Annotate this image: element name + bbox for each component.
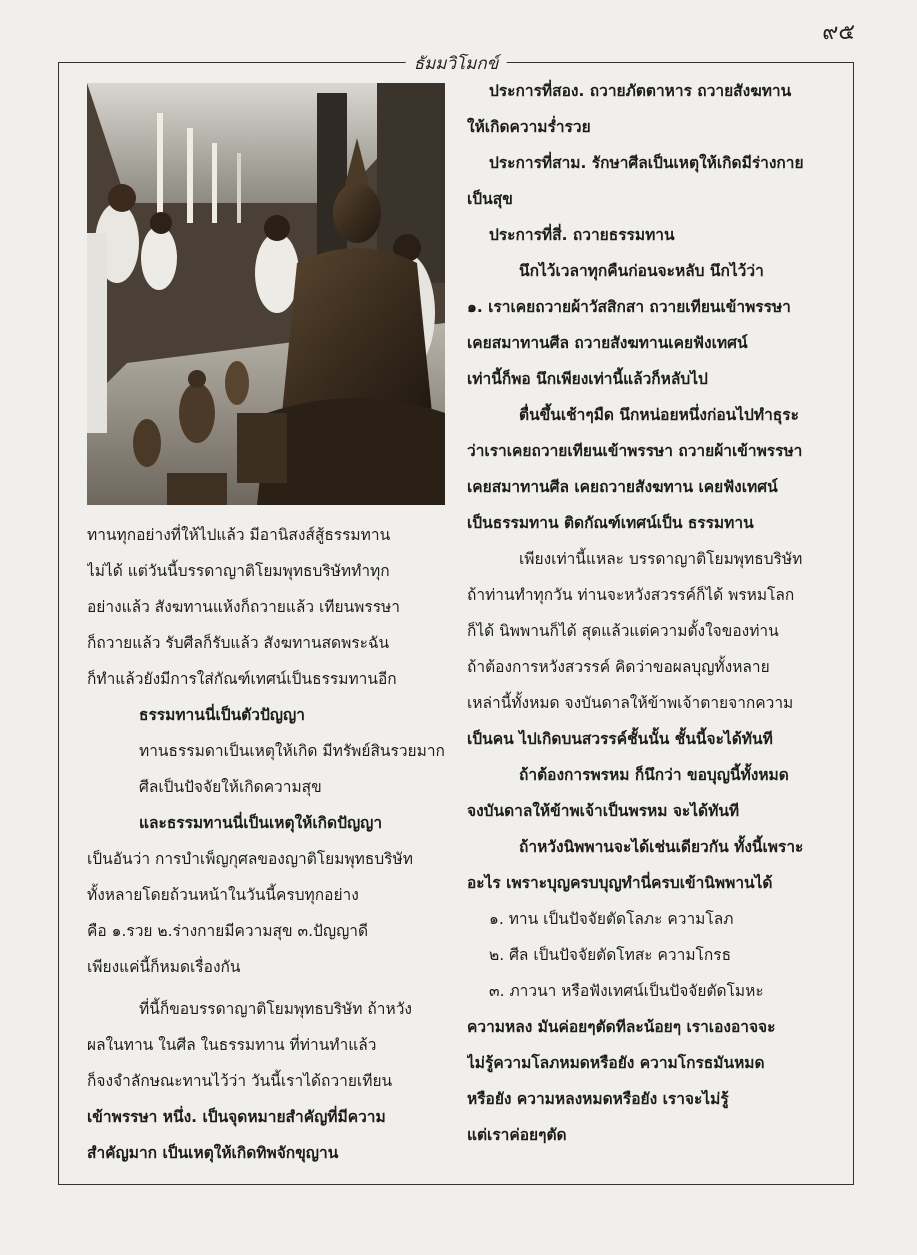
page-number: ๙๕ (822, 20, 855, 45)
body-line: ศีลเป็นปัจจัยให้เกิดความสุข (139, 778, 322, 796)
body-line: เคยสมาทานศีล เคยถวายสังฆทาน เคยฟังเทศน์ (467, 478, 778, 496)
body-line: เท่านี้ก็พอ นึกเพียงเท่านี้แล้วก็หลับไป (467, 370, 708, 388)
body-line: จงบันดาลให้ข้าพเจ้าเป็นพรหม จะได้ทันที (467, 802, 740, 820)
body-line: ทานธรรมดาเป็นเหตุให้เกิด มีทรัพย์สินรวยมาก (139, 742, 445, 760)
body-line: ๑. ทาน เป็นปัจจัยตัดโลภะ ความโลภ (489, 910, 734, 928)
page-frame (58, 54, 854, 1185)
body-line: นึกไว้เวลาทุกคืนก่อนจะหลับ นึกไว้ว่า (519, 262, 764, 280)
body-line: ว่าเราเคยถวายเทียนเข้าพรรษา ถวายผ้าเข้าพรรษา (467, 442, 803, 460)
body-line: ก็จงจำลักษณะทานไว้ว่า วันนี้เราได้ถวายเทียน (87, 1072, 393, 1090)
body-line: เข้าพรรษา หนึ่ง. เป็นจุดหมายสำคัญที่มีความ (87, 1108, 386, 1126)
body-line: ทานทุกอย่างที่ให้ไปแล้ว มีอานิสงส์สู้ธรรมทาน (87, 526, 391, 544)
body-line: ตื่นขึ้นเช้าๆมืด นึกหน่อยหนึ่งก่อนไปทำธุระ (519, 406, 799, 424)
buddha-statue-image (87, 83, 445, 505)
body-line: ผลในทาน ในศีล ในธรรมทาน ที่ท่านทำแล้ว (87, 1036, 377, 1054)
body-line: เคยสมาทานศีล ถวายสังฆทานเคยฟังเทศน์ (467, 334, 748, 352)
body-line: ที่นี้ก็ขอบรรดาญาติโยมพุทธบริษัท ถ้าหวัง (139, 1000, 412, 1018)
running-header: ธัมมวิโมกข์ (406, 50, 507, 77)
body-line: ถ้าต้องการพรหม ก็นึกว่า ขอบุญนี้ทั้งหมด (519, 766, 789, 784)
body-line: เป็นคน ไปเกิดบนสวรรค์ชั้นนั้น ชั้นนี้จะได้ทันที (467, 730, 773, 748)
body-line: เป็นอันว่า การบำเพ็ญกุศลของญาติโยมพุทธบริษัท (87, 850, 413, 868)
left-column (87, 517, 451, 1171)
body-line: อะไร เพราะบุญครบบุญทำนี่ครบเข้านิพพานได้ (467, 874, 773, 892)
body-line: ให้เกิดความร่ำรวย (467, 118, 591, 136)
body-line: คือ ๑.รวย ๒.ร่างกายมีความสุข ๓.ปัญญาดี (87, 922, 369, 940)
body-line: ประการที่สอง. ถวายภัตตาหาร ถวายสังฆทาน (489, 82, 792, 100)
body-line: เพียงแค่นี้ก็หมดเรื่องกัน (87, 958, 241, 976)
body-line: ความหลง มันค่อยๆตัดทีละน้อยๆ เราเองอาจจะ (467, 1018, 776, 1036)
body-line: สำคัญมาก เป็นเหตุให้เกิดทิพจักขุญาน (87, 1144, 339, 1162)
body-line: เป็นสุข (467, 190, 513, 208)
body-line: และธรรมทานนี่เป็นเหตุให้เกิดปัญญา (139, 814, 383, 832)
body-line: ๓. ภาวนา หรือฟังเทศน์เป็นปัจจัยตัดโมหะ (489, 982, 764, 1000)
body-line: ไม่รู้ความโลภหมดหรือยัง ความโกรธมันหมด (467, 1054, 765, 1072)
body-line: ประการที่สี่. ถวายธรรมทาน (489, 226, 675, 244)
body-line: ๑. เราเคยถวายผ้าวัสสิกสา ถวายเทียนเข้าพรรษา (467, 298, 791, 316)
body-line: ธรรมทานนี่เป็นตัวปัญญา (139, 706, 305, 724)
body-line: ประการที่สาม. รักษาศีลเป็นเหตุให้เกิดมีร่างกาย (489, 154, 804, 172)
body-line: เหล่านี้ทั้งหมด จงบันดาลให้ข้าพเจ้าตายจากความ (467, 694, 794, 712)
body-line: ไม่ได้ แต่วันนี้บรรดาญาติโยมพุทธบริษัททำทุก (87, 562, 390, 580)
body-line: ถ้าต้องการหวังสวรรค์ คิดว่าขอผลบุญทั้งหลาย (467, 658, 770, 676)
body-line: หรือยัง ความหลงหมดหรือยัง เราจะไม่รู้ (467, 1090, 729, 1108)
temple-photo (87, 83, 445, 505)
body-line: แต่เราค่อยๆตัด (467, 1126, 567, 1144)
body-line: ถ้าหวังนิพพานจะได้เช่นเดียวกัน ทั้งนี้เพราะ (519, 838, 804, 856)
right-column (467, 73, 823, 1153)
body-line: เพียงเท่านี้แหละ บรรดาญาติโยมพุทธบริษัท (519, 550, 803, 568)
body-line: ทั้งหลายโดยถ้วนหน้าในวันนี้ครบทุกอย่าง (87, 886, 359, 904)
body-line: ก็ถวายแล้ว รับศีลก็รับแล้ว สังฆทานสดพระฉัน (87, 634, 390, 652)
body-line: ถ้าท่านทำทุกวัน ท่านจะหวังสวรรค์ก็ได้ พรหมโลก (467, 586, 795, 604)
body-line: ก็ทำแล้วยังมีการใส่กัณฑ์เทศน์เป็นธรรมทานอีก (87, 670, 397, 688)
body-line: ก็ได้ นิพพานก็ได้ สุดแล้วแต่ความตั้งใจของท่าน (467, 622, 779, 640)
body-line: ๒. ศีล เป็นปัจจัยตัดโทสะ ความโกรธ (489, 946, 732, 964)
body-line: เป็นธรรมทาน ติดกัณฑ์เทศน์เป็น ธรรมทาน (467, 514, 754, 532)
body-line: อย่างแล้ว สังฆทานแห้งก็ถวายแล้ว เทียนพรรษา (87, 598, 400, 616)
